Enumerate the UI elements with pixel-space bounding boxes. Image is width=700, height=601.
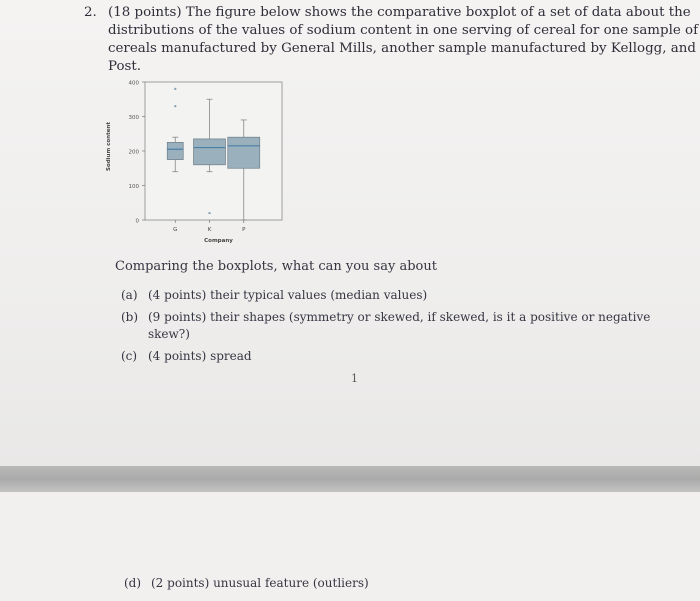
- part-label: (d): [124, 576, 142, 590]
- y-tick-label: 100: [128, 184, 139, 190]
- part-text: skew?): [148, 327, 190, 341]
- part-a: [121, 288, 427, 302]
- outlier-point: [174, 88, 176, 90]
- question-line: (18 points) The figure below shows the comparative boxplot of a set of data about the: [108, 5, 691, 20]
- question-body: [108, 4, 699, 76]
- x-axis-label: Company: [204, 238, 233, 244]
- part-label: (b): [121, 310, 139, 324]
- part-b: [121, 310, 650, 324]
- part-d: [124, 576, 369, 590]
- x-tick-label: P: [242, 227, 246, 233]
- x-tick-label: K: [207, 227, 212, 233]
- part-label: (a): [121, 288, 138, 302]
- box-iqr: [228, 137, 260, 168]
- box-iqr: [167, 142, 183, 159]
- page-separator: [0, 466, 700, 492]
- question-line: Post.: [108, 59, 142, 74]
- boxplot-chart: [100, 78, 300, 250]
- box-iqr: [194, 139, 226, 165]
- outlier-point: [208, 212, 210, 214]
- outlier-point: [174, 105, 176, 107]
- question-number: 2.: [84, 5, 97, 20]
- part-b-continued: [148, 327, 190, 341]
- page-two: [0, 492, 700, 601]
- x-tick-label: G: [173, 227, 178, 233]
- y-tick-label: 400: [128, 80, 139, 87]
- prompt-text: Comparing the boxplots, what can you say about: [115, 259, 437, 274]
- question-line: distributions of the values of sodium content in one serving of cereal for one sample of: [108, 23, 699, 38]
- part-text: (2 points) unusual feature (outliers): [151, 576, 369, 590]
- part-text: (4 points) spread: [148, 349, 252, 363]
- question-line: cereals manufactured by General Mills, another sample manufactured by Kellogg, and: [108, 41, 696, 56]
- y-tick-label: 300: [128, 115, 139, 121]
- page-number: 1: [351, 372, 358, 385]
- y-tick-label: 0: [135, 218, 139, 225]
- part-c: [121, 349, 252, 363]
- part-text: (9 points) their shapes (symmetry or skewed, if skewed, is it a positive or negative: [148, 310, 651, 324]
- y-axis-label: Sodium content: [106, 122, 112, 171]
- part-label: (c): [121, 349, 138, 363]
- y-tick-label: 200: [128, 149, 139, 156]
- part-text: (4 points) their typical values (median values): [148, 288, 428, 302]
